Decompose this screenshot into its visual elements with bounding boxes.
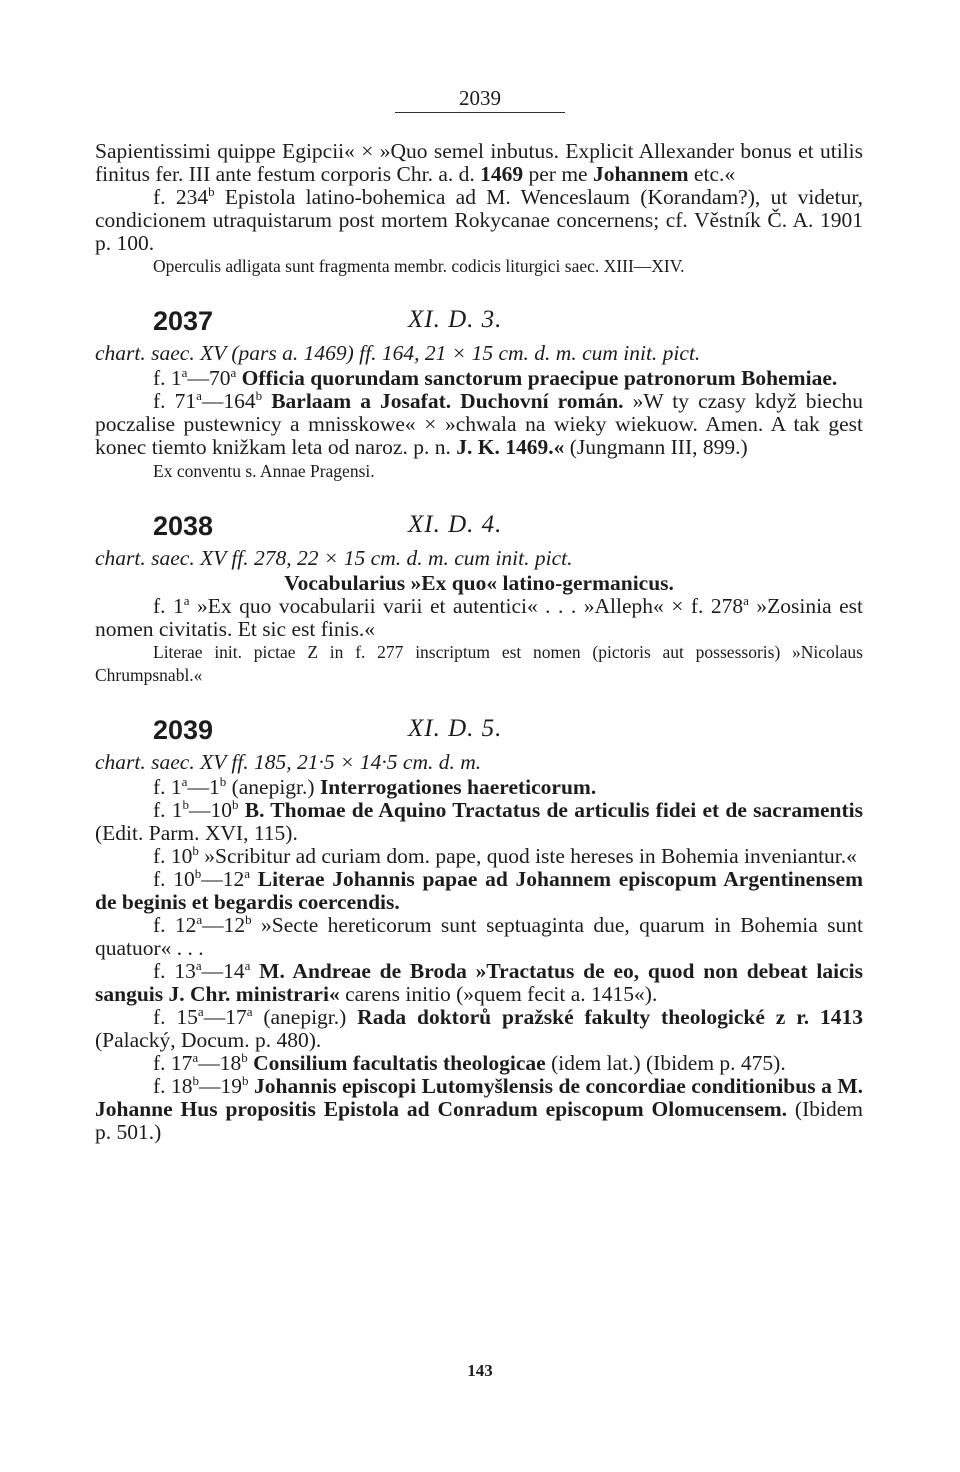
folio-ref: f. 1 — [153, 366, 182, 390]
epistola-text: Epistola latino-bohemica ad M. Wenceslaum (Korandam?), ut videtur, condicionem utraquistarum post mortem Rokycanae concernens; cf. Věstník Č. A. 1901 p. 100. — [95, 185, 864, 255]
entry-2037-item-2 — [95, 387, 864, 459]
item-prefix — [252, 913, 261, 937]
folio-sup: a — [181, 364, 188, 380]
continuation-epistola — [95, 183, 864, 255]
folio-sup: b — [232, 796, 239, 812]
folio-sup: b — [182, 796, 190, 812]
folio-ref-end: —12 — [202, 913, 246, 937]
entry-2038-signature: XI. D. 4. — [408, 511, 503, 538]
entry-2038-title: Vocabularius »Ex quo« latino-germanicus. — [284, 571, 674, 595]
item-title: Consilium facultatis theologicae — [253, 1051, 546, 1075]
entry-2037-number: 2037 — [153, 306, 214, 336]
item-explicit: »Zosinia est nomen civitatis. Et sic est finis.« — [95, 594, 863, 641]
folio-ref-end: —164 — [201, 389, 256, 413]
entry-2038-heading — [95, 503, 863, 543]
item-prefix: (anepigr.) — [226, 775, 320, 799]
item-title: Literae Johannis papae ad Johannem episcopum Argentinensem de beginis et begardis coercendis. — [95, 867, 863, 914]
item-text: carens initio (»quem fecit a. 1415«). — [339, 982, 658, 1006]
item-reference: (Jungmann III, 899.) — [569, 435, 748, 459]
item-title: Officia quorundam sanctorum praecipue patronorum Bohemiae. — [241, 366, 838, 390]
page-footer-number: 143 — [467, 1361, 493, 1380]
list-item — [95, 865, 863, 914]
list-item — [95, 796, 863, 845]
folio-ref-end: —14 — [201, 959, 245, 983]
folio-sup: b — [208, 183, 215, 199]
folio-sup: a — [244, 865, 251, 881]
folio-ref: f. 10 — [153, 844, 193, 868]
entry-2039-items — [95, 773, 864, 1144]
folio-sup: b — [192, 1072, 200, 1088]
folio-ref: f. 1 — [153, 775, 182, 799]
entry-2038-number: 2038 — [153, 511, 214, 541]
folio-ref-end: —17 — [203, 1005, 247, 1029]
continuation-year: 1469 — [480, 162, 524, 186]
folio-ref: f. 1 — [153, 798, 183, 822]
list-item — [95, 842, 863, 868]
folio-sup: a — [230, 364, 237, 380]
item-incipit: »W ty czasy když biechu poczalise pustewnicy a mnisskowe« × »chwala na wieky wiekuow. Amen. A tak gest konec tiemto knižkam leta od naroz. p. n. — [95, 389, 864, 459]
item-colophon: J. K. 1469.« — [456, 435, 565, 459]
item-title: B. Thomae de Aquino Tractatus de articulis fidei et de sacramentis — [244, 798, 863, 822]
list-item — [95, 1049, 863, 1075]
item-incipit: »Ex quo vocabularii varii et autentici« . . . »Alleph« × f. 278 — [197, 594, 744, 618]
folio-ref: f. 13 — [153, 959, 196, 983]
folio-sup: b — [245, 911, 252, 927]
folio-sup: a — [195, 957, 202, 973]
folio-sup: b — [219, 773, 227, 789]
folio-sup: b — [194, 865, 202, 881]
folio-ref: f. 10 — [153, 867, 195, 891]
item-title: Barlaam a Josafat. Duchovní román. — [271, 389, 624, 413]
folio-sup: b — [192, 842, 199, 858]
folio-sup: b — [242, 1072, 249, 1088]
running-header-number: 2039 — [459, 86, 501, 110]
continuation-paragraph — [95, 140, 863, 186]
folio-ref: f. 234 — [153, 185, 209, 209]
folio-sup: a — [197, 1003, 204, 1019]
list-item — [95, 1003, 863, 1052]
folio-sup: a — [743, 592, 749, 608]
folio-sup: a — [196, 387, 202, 403]
continuation-text: Sapientissimi quippe Egipcii« × »Quo semel inbutus. Explicit Allexander bonus et utilis finitus fer. III ante festum corporis Chr. a. d. — [95, 139, 863, 186]
folio-sup: a — [246, 1003, 253, 1019]
folio-sup: a — [181, 773, 188, 789]
item-title: M. Andreae de Broda »Tractatus de eo, quod non debeat laicis sanguis J. Chr. ministrari« — [95, 959, 863, 1006]
entry-2037-signature: XI. D. 3. — [408, 306, 503, 333]
item-text: »Secte hereticorum sunt septuaginta due, quarum in Bohemia sunt quatuor« . . . — [95, 913, 864, 960]
folio-ref-end: —1 — [187, 775, 220, 799]
folio-sup: a — [244, 957, 251, 973]
folio-sup: b — [255, 387, 263, 403]
continuation-note: Operculis adligata sunt fragmenta membr. codicis liturgici saec. XIII—XIV. — [153, 256, 685, 276]
folio-ref: f. 18 — [153, 1074, 193, 1098]
entry-2039-description: chart. saec. XV ff. 185, 21·5 × 14·5 cm. d. m. — [95, 750, 482, 774]
item-text: »Scribitur ad curiam dom. pape, quod iste hereses in Bohemia inveniantur.« — [204, 844, 857, 868]
folio-ref: f. 1 — [153, 594, 184, 618]
item-text: (Palacký, Docum. p. 480). — [95, 1028, 322, 1052]
folio-ref-end: —70 — [187, 366, 231, 390]
continuation-text-c: etc.« — [693, 162, 736, 186]
folio-sup: b — [241, 1049, 248, 1065]
list-item — [95, 773, 863, 799]
continuation-text-b: per me — [528, 162, 588, 186]
item-prefix — [250, 867, 258, 891]
item-text: (idem lat.) (Ibidem p. 475). — [545, 1051, 786, 1075]
item-text: (Edit. Parm. XVI, 115). — [95, 821, 298, 845]
entry-2037-heading — [95, 298, 863, 338]
folio-ref-end: —10 — [189, 798, 233, 822]
header-rule — [395, 112, 565, 113]
folio-ref: f. 15 — [153, 1005, 198, 1029]
entry-2038-item-1 — [95, 592, 863, 641]
entry-2037-provenance: Ex conventu s. Annae Pragensi. — [153, 461, 375, 481]
item-prefix — [250, 959, 259, 983]
item-title: Interrogationes haereticorum. — [319, 775, 597, 799]
item-text: (Ibidem p. 501.) — [95, 1097, 863, 1144]
folio-sup: a — [192, 1049, 199, 1065]
list-item — [95, 911, 864, 960]
folio-ref-end: —18 — [198, 1051, 242, 1075]
folio-sup: a — [183, 592, 190, 608]
page-body — [95, 140, 863, 1144]
item-prefix: (anepigr.) — [252, 1005, 358, 1029]
folio-ref-end: —19 — [199, 1074, 243, 1098]
item-title: Johannis episcopi Lutomyšlensis de concordiae conditionibus a M. Johanne Hus propositis Epistola ad Conradum episcopum Olomucensem. — [95, 1074, 863, 1121]
entry-2039-heading — [95, 707, 863, 747]
entry-2038-description: chart. saec. XV ff. 278, 22 × 15 cm. d. m. cum init. pict. — [95, 546, 573, 570]
list-item — [95, 957, 863, 1006]
folio-ref: f. 12 — [153, 913, 197, 937]
entry-2037-description: chart. saec. XV (pars a. 1469) ff. 164, 21 × 15 cm. d. m. cum init. pict. — [95, 341, 701, 365]
folio-ref-end: —12 — [201, 867, 245, 891]
entry-2039-signature: XI. D. 5. — [408, 715, 503, 742]
entry-2037-item-1 — [95, 364, 863, 390]
folio-ref: f. 17 — [153, 1051, 193, 1075]
continuation-name: Johannem — [592, 162, 689, 186]
folio-ref: f. 71 — [153, 389, 197, 413]
folio-sup: a — [196, 911, 203, 927]
item-title: Rada doktorů pražské fakulty theologické z r. 1413 — [357, 1005, 863, 1029]
list-item — [95, 1072, 863, 1144]
entry-2038-note: Literae init. pictae Z in f. 277 inscriptum est nomen (pictoris aut possessoris) »Nicolaus Chrumpsnabl.« — [95, 642, 863, 685]
entry-2039-number: 2039 — [153, 715, 214, 745]
